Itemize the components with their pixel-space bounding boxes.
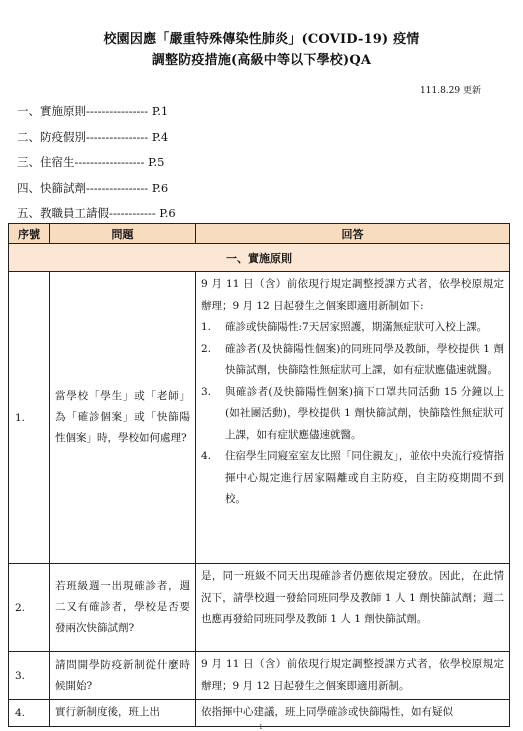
toc-dashes: ------------------ xyxy=(74,155,145,169)
row-number: 3. xyxy=(9,652,50,700)
section-title: 一、實施原則 xyxy=(9,244,510,272)
row-question: 若班級週一出現確診者，週二又有確診者，學校是否要發兩次快篩試劑? xyxy=(50,564,196,652)
answer-item-number: 3. xyxy=(201,385,212,398)
answer-item-text: 確診者(及快篩陽性個案)的同班同學及教師，學校提供 1 劑快篩試劑，快篩陰性無症狀可上課，如有症狀應儘速就醫。 xyxy=(225,342,504,376)
section-row xyxy=(9,244,510,272)
toc-label: 二、防疫假別 xyxy=(17,129,86,144)
document-title-line2: 調整防疫措施(高級中等以下學校)QA xyxy=(151,53,372,68)
toc-item[interactable] xyxy=(17,154,176,180)
answer-item-number: 1. xyxy=(201,321,212,333)
update-date: 111.8.29 更新 xyxy=(420,86,481,96)
answer-item xyxy=(201,339,504,382)
toc-page: P.1 xyxy=(151,104,169,118)
answer-intro: 9 月 11 日（含）前依現行規定調整授課方式者，依學校原規定辦理；9 月 12 日起發生之個案即適用新制如下: xyxy=(201,278,504,312)
row-question: 當學校「學生」或「老師」為「確診個案」或「快篩陽性個案」時，學校如何處理? xyxy=(50,272,196,564)
row-answer: 9 月 11 日（含）前依現行規定調整授課方式者，依學校原規定辦理；9 月 12 日起發生之個案即適用新制。 xyxy=(196,652,510,700)
row-answer: 是，同一班級不同天出現確診者仍應依規定發放。因此，在此情況下，請學校週一發給同班同學及教師 1 人 1 劑快篩試劑；週二也應再發給同班同學及教師 1 人 1 劑快篩試劑。 xyxy=(196,564,510,652)
row-number: 4. xyxy=(9,700,50,727)
row-number: 1. xyxy=(9,272,50,564)
qa-table xyxy=(8,223,510,727)
toc-label: 五、教職員工請假 xyxy=(17,206,109,220)
toc-page: P.6 xyxy=(159,206,176,220)
row-question: 實行新制度後，班上出 xyxy=(50,700,196,727)
table-row xyxy=(9,272,510,564)
document-title-line1: 校園因應「嚴重特殊傳染性肺炎」(COVID-19) 疫情 xyxy=(103,32,420,47)
toc-page: P.4 xyxy=(151,129,169,144)
page-number: 1 xyxy=(259,724,263,731)
toc-dashes: ---------------- xyxy=(86,104,149,118)
toc-dashes: ---------------- xyxy=(86,129,149,144)
answer-item-text: 與確診者(及快篩陽性個案)摘下口罩共同活動 15 分鐘以上(如社團活動)，學校提供 1 劑快篩試劑，快篩陰性無症狀可上課，如有症狀應儘速就醫。 xyxy=(225,385,504,441)
answer-item-number: 2. xyxy=(201,342,212,355)
table-of-contents xyxy=(17,103,176,231)
table-row xyxy=(9,564,510,652)
row-answer xyxy=(196,272,510,564)
toc-label: 四、快篩試劑 xyxy=(17,180,86,195)
answer-item-text: 住宿學生同寢室室友比照「同住親友」，並依中央流行疫情指揮中心規定進行居家隔離或自主防疫，自主防疫期間不到校。 xyxy=(225,450,504,505)
row-question: 請問開學防疫新制從什麼時候開始? xyxy=(50,652,196,700)
toc-dashes: ------------ xyxy=(109,206,156,220)
toc-label: 一、實施原則 xyxy=(17,104,86,118)
answer-item-number: 4. xyxy=(201,450,212,462)
toc-item[interactable] xyxy=(17,103,176,129)
answer-item xyxy=(201,317,504,339)
row-number: 2. xyxy=(9,564,50,652)
toc-label: 三、住宿生 xyxy=(17,155,75,169)
answer-item xyxy=(201,446,504,511)
table-row xyxy=(9,700,510,727)
toc-page: P.6 xyxy=(151,180,169,195)
table-row xyxy=(9,652,510,700)
row-answer: 依指揮中心建議，班上同學確診或快篩陽性，如有疑似 xyxy=(196,700,510,727)
answer-item xyxy=(201,382,504,447)
table-header-row xyxy=(9,224,510,244)
answer-item-text: 確診或快篩陽性:7天居家照護，期滿無症狀可入校上課。 xyxy=(225,321,488,333)
header-question: 問題 xyxy=(50,224,196,244)
toc-page: P.5 xyxy=(148,155,165,169)
toc-item[interactable] xyxy=(17,180,176,206)
toc-dashes: ---------------- xyxy=(86,180,149,195)
header-number: 序號 xyxy=(9,224,50,244)
toc-item[interactable] xyxy=(17,129,176,155)
header-answer: 回答 xyxy=(196,224,510,244)
